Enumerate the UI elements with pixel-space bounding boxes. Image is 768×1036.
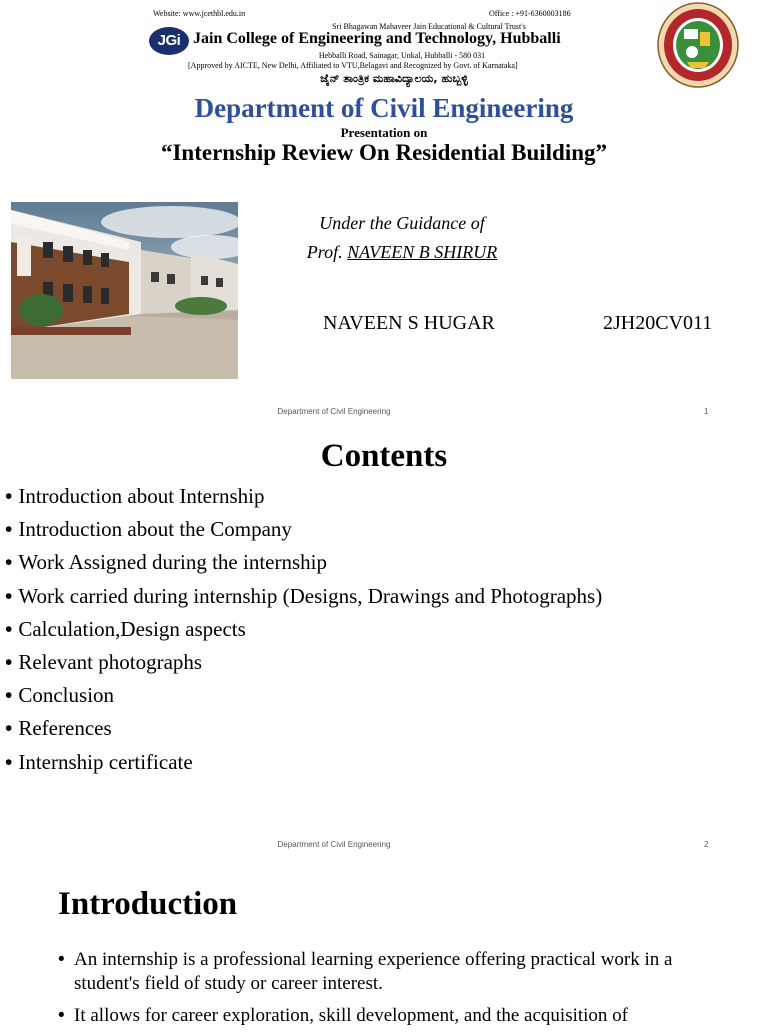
list-item: • An internship is a professional learning experience offering practical work in a student's field of study or career interest.: [58, 948, 708, 996]
guidance-line: Under the Guidance of: [319, 213, 485, 233]
student-usn: 2JH20CV011: [603, 312, 713, 334]
slide-number: 2: [704, 840, 709, 849]
presentation-on-label: Presentation on: [340, 125, 428, 140]
contents-slide: [0, 432, 768, 864]
introduction-slide: [0, 864, 768, 1024]
slide-footer: Department of Civil Engineering: [277, 840, 391, 849]
contents-list: [5, 480, 602, 779]
list-item: • Calculation,Design aspects: [5, 613, 602, 646]
list-item: • Introduction about Internship: [5, 480, 602, 513]
list-item: • Internship certificate: [5, 746, 602, 779]
list-item: • Work carried during internship (Designs, Drawings and Photographs): [5, 580, 602, 613]
college-approval: [Approved by AICTE, New Delhi, Affiliated to VTU,Belagavi and Recognized by Govt. of Karnataka]: [188, 61, 518, 70]
list-item: • It allows for career exploration, skill development, and the acquisition of: [58, 1004, 708, 1028]
list-item: • Conclusion: [5, 679, 602, 712]
guide-name: NAVEEN B SHIRUR: [347, 242, 498, 262]
guidance-block: [0, 209, 768, 267]
guide-line: Prof. NAVEEN B SHIRUR: [306, 242, 498, 262]
list-item: • Relevant photographs: [5, 646, 602, 679]
title-slide: [0, 0, 768, 432]
student-name: NAVEEN S HUGAR: [323, 312, 495, 334]
list-item: • References: [5, 712, 602, 745]
college-name-kannada: ಜೈನ್ ತಾಂತ್ರಿಕ ಮಹಾವಿದ್ಯಾಲಯ, ಹುಬ್ಬಳ್ಳಿ: [320, 72, 468, 85]
slide-number: 1: [704, 407, 709, 416]
college-name: Jain College of Engineering and Technology, Hubballi: [193, 30, 561, 47]
list-item: • Work Assigned during the internship: [5, 546, 602, 579]
letterhead-website: Website: www.jcethbl.edu.in: [153, 9, 246, 18]
letterhead-office: Office : +91-6360003186: [489, 9, 571, 18]
college-address: Hebballi Road, Sainagar, Unkal, Hubballi - 580 031: [318, 51, 486, 60]
department-title: Department of Civil Engineering: [194, 93, 574, 123]
contents-title: Contents: [320, 438, 448, 474]
letterhead-trust: Sri Bhagawan Mahaveer Jain Educational & Cultural Trust's: [332, 22, 526, 31]
university-seal-icon: [657, 2, 739, 88]
slide-footer: Department of Civil Engineering: [277, 407, 391, 416]
list-item: • Introduction about the Company: [5, 513, 602, 546]
presentation-title: “Internship Review On Residential Building”: [160, 140, 608, 165]
introduction-bullets: [58, 948, 708, 1036]
introduction-title: Introduction: [58, 886, 238, 922]
jgi-logo: JGi: [149, 27, 189, 55]
